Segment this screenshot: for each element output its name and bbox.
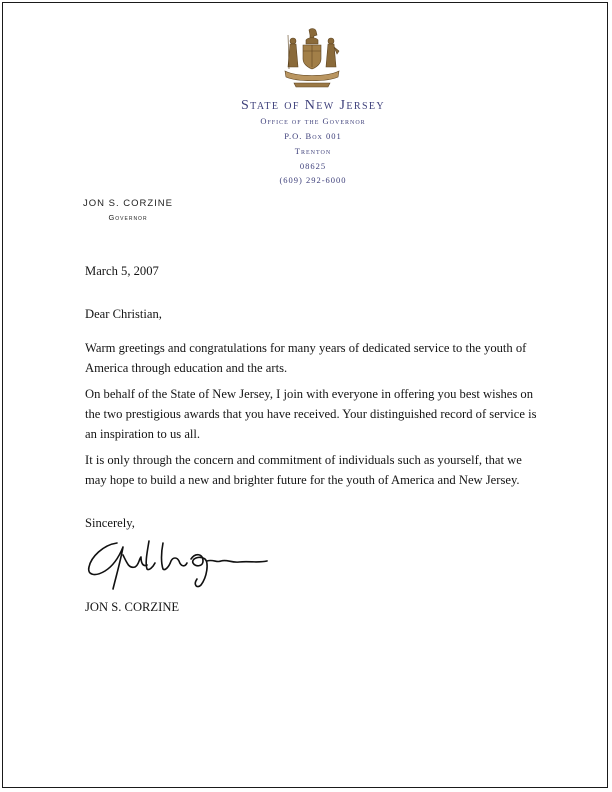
letterhead-phone: (609) 292-6000 <box>279 175 347 185</box>
letterhead-po-box: P.O. Box 001 <box>284 131 342 141</box>
letterhead-city: Trenton <box>294 146 332 156</box>
letter-paragraph-3: It is only through the concern and commitment of individuals such as yourself, that we may hope to build a new and brighter future for the youth of America and New Jersey. <box>85 453 522 487</box>
letter-salutation: Dear Christian, <box>85 307 162 321</box>
letterhead-zip: 08625 <box>299 161 327 171</box>
letter-printed-name: JON S. CORZINE <box>85 600 180 614</box>
handwritten-signature-icon <box>83 533 273 597</box>
letter-page <box>2 2 608 788</box>
letterhead-state: State of New Jersey <box>240 98 386 113</box>
sender-name: JON S. CORZINE <box>82 198 173 209</box>
letter-closing: Sincerely, <box>85 516 135 530</box>
letter-paragraph-1: Warm greetings and congratulations for many years of dedicated service to the youth of America through education and the arts. <box>85 341 527 375</box>
letter-date: March 5, 2007 <box>85 264 159 278</box>
letter-paragraph-2: On behalf of the State of New Jersey, I join with everyone in offering you best wishes on the two prestigious awards that you have received. Your distinguished record of service is an inspiration to us all. <box>85 387 537 441</box>
new-jersey-state-seal-icon <box>282 27 342 89</box>
letterhead-office: Office of the Governor <box>260 116 366 126</box>
sender-title: Governor <box>108 213 148 222</box>
